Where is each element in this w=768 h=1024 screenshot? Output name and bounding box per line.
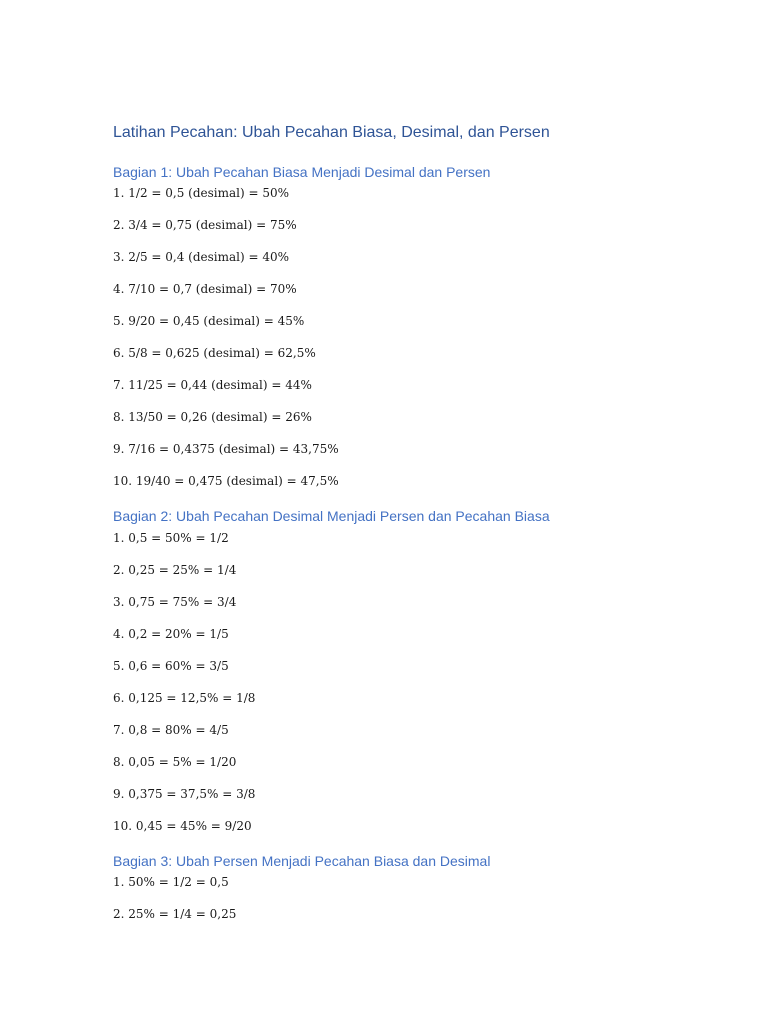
section-list-3 <box>113 875 236 939</box>
list-item: 8. 0,05 = 5% = 1/20 <box>113 755 237 769</box>
list-item: 4. 0,2 = 20% = 1/5 <box>113 627 229 641</box>
list-item: 5. 0,6 = 60% = 3/5 <box>113 659 229 673</box>
list-item: 6. 0,125 = 12,5% = 1/8 <box>113 691 256 705</box>
page-title: Latihan Pecahan: Ubah Pecahan Biasa, Desimal, dan Persen <box>113 124 550 141</box>
list-item: 1. 50% = 1/2 = 0,5 <box>113 875 229 889</box>
section-list-1 <box>113 186 339 506</box>
list-item: 2. 25% = 1/4 = 0,25 <box>113 907 237 921</box>
section-heading-3: Bagian 3: Ubah Persen Menjadi Pecahan Biasa dan Desimal <box>113 853 491 869</box>
list-item: 10. 19/40 = 0,475 (desimal) = 47,5% <box>113 474 339 488</box>
list-item: 1. 1/2 = 0,5 (desimal) = 50% <box>113 186 290 200</box>
list-item: 3. 2/5 = 0,4 (desimal) = 40% <box>113 250 290 264</box>
list-item: 4. 7/10 = 0,7 (desimal) = 70% <box>113 282 297 296</box>
list-item: 2. 3/4 = 0,75 (desimal) = 75% <box>113 218 297 232</box>
list-item: 8. 13/50 = 0,26 (desimal) = 26% <box>113 410 312 424</box>
section-heading-1: Bagian 1: Ubah Pecahan Biasa Menjadi Desimal dan Persen <box>113 164 491 180</box>
list-item: 9. 0,375 = 37,5% = 3/8 <box>113 787 256 801</box>
list-item: 6. 5/8 = 0,625 (desimal) = 62,5% <box>113 346 316 360</box>
list-item: 9. 7/16 = 0,4375 (desimal) = 43,75% <box>113 442 339 456</box>
list-item: 10. 0,45 = 45% = 9/20 <box>113 819 252 833</box>
section-heading-2: Bagian 2: Ubah Pecahan Desimal Menjadi Persen dan Pecahan Biasa <box>113 508 550 524</box>
list-item: 3. 0,75 = 75% = 3/4 <box>113 595 237 609</box>
list-item: 5. 9/20 = 0,45 (desimal) = 45% <box>113 314 305 328</box>
list-item: 1. 0,5 = 50% = 1/2 <box>113 531 229 545</box>
list-item: 2. 0,25 = 25% = 1/4 <box>113 563 237 577</box>
list-item: 7. 0,8 = 80% = 4/5 <box>113 723 229 737</box>
list-item: 7. 11/25 = 0,44 (desimal) = 44% <box>113 378 312 392</box>
section-list-2 <box>113 531 255 851</box>
